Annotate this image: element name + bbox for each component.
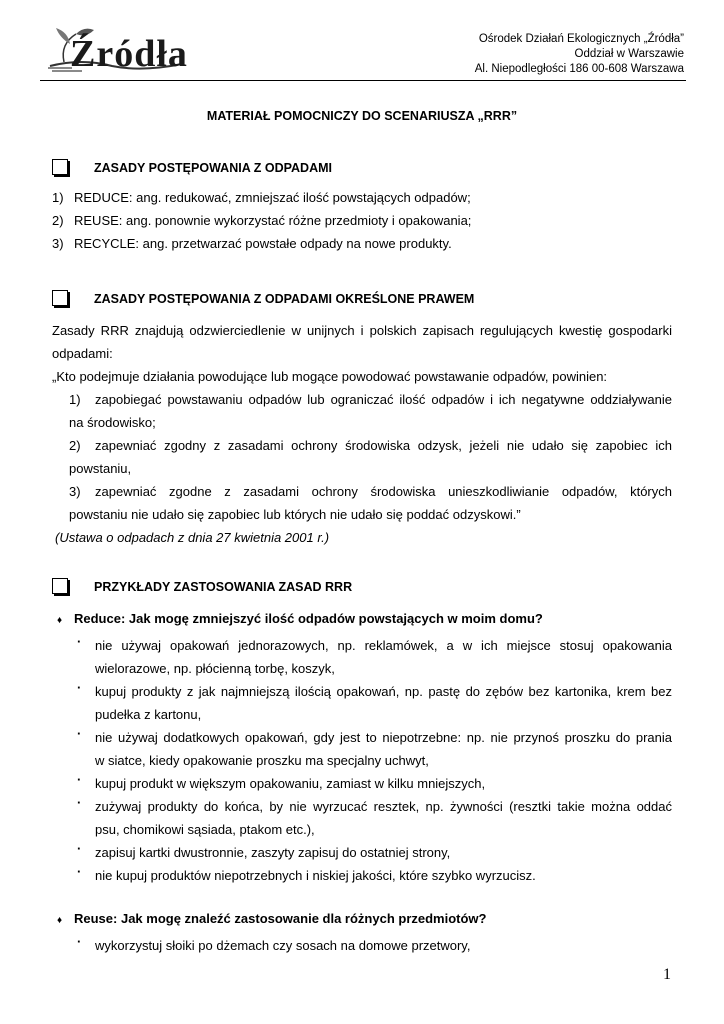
law-source: (Ustawa o odpadach z dnia 27 kwietnia 2001 r.) bbox=[55, 530, 330, 545]
bullet-icon: · bbox=[77, 841, 82, 856]
list-item: zapobiegać powstawaniu odpadów lub ograniczać ilość odpadów i ich negatywne oddziaływanie bbox=[95, 392, 672, 407]
list-item: zapewniać zgodny z zasadami ochrony środowiska odzysk, jeżeli nie udało się zapobiec ich bbox=[95, 438, 672, 453]
reduce-question: Reduce: Jak mogę zmniejszyć ilość odpadów powstających w moim domu? bbox=[74, 611, 543, 626]
bullet-icon: · bbox=[77, 934, 82, 949]
org-branch: Oddział w Warszawie bbox=[574, 48, 684, 60]
diamond-bullet-icon: ♦ bbox=[57, 615, 63, 626]
checkbox-icon bbox=[52, 159, 68, 175]
checkbox-icon bbox=[52, 290, 68, 306]
bullet-continuation: wielorazowe, np. płócienną torbę, koszyk, bbox=[95, 661, 335, 676]
page-number: 1 bbox=[663, 966, 671, 983]
organization-info bbox=[400, 32, 684, 77]
bullet-continuation: psu, chomikowi sąsiada, ptakom etc.), bbox=[95, 822, 315, 837]
paragraph-line: odpadami: bbox=[52, 346, 113, 361]
quote-intro: „Kto podejmuje działania powodujące lub mogące powodować powstawanie odpadów, powinien: bbox=[52, 369, 608, 384]
bullet-icon: · bbox=[77, 680, 82, 695]
bullet-icon: · bbox=[77, 726, 82, 741]
bullet-item: zużywaj produkty do końca, by nie wyrzucać resztek, np. żywności (resztki takie można oddać bbox=[95, 799, 672, 814]
bullet-icon: · bbox=[77, 634, 82, 649]
bullet-icon: · bbox=[77, 864, 82, 879]
reuse-question: Reuse: Jak mogę znaleźć zastosowanie dla różnych przedmiotów? bbox=[74, 911, 487, 926]
list-item-number: 3) bbox=[69, 484, 81, 499]
checkbox-icon bbox=[52, 578, 68, 594]
bullet-item: nie używaj dodatkowych opakowań, gdy jest to niepotrzebne: np. nie przynoś proszku do prania bbox=[95, 730, 672, 745]
bullet-continuation: w siatce, kiedy opakowanie proszku ma specjalny uchwyt, bbox=[95, 753, 429, 768]
bullet-icon: · bbox=[77, 772, 82, 787]
bullet-item: kupuj produkt w większym opakowaniu, zamiast w kilku mniejszych, bbox=[95, 776, 486, 791]
list-item-number: 1) bbox=[69, 392, 81, 407]
org-address: Al. Niepodległości 186 00-608 Warszawa bbox=[474, 63, 684, 75]
bullet-icon: · bbox=[77, 795, 82, 810]
bullet-item: nie używaj opakowań jednorazowych, np. reklamówek, a w ich miejsce stosuj opakowania bbox=[95, 638, 672, 653]
bullet-item: zapisuj kartki dwustronnie, zaszyty zapisuj do ostatniej strony, bbox=[95, 845, 451, 860]
bullet-continuation: pudełka z kartonu, bbox=[95, 707, 202, 722]
list-item-continuation: na środowisko; bbox=[69, 415, 156, 430]
list-item-continuation: powstaniu nie udało się zapobiec lub których nie udało się poddać odzyskowi.” bbox=[69, 507, 521, 522]
bullet-item: kupuj produkty z jak najmniejszą ilością opakowań, np. pastę do zębów bez kartonika, krem bez bbox=[95, 684, 672, 699]
document-title: MATERIAŁ POMOCNICZY DO SCENARIUSZA „RRR” bbox=[206, 109, 518, 123]
bullet-item: wykorzystuj słoiki po dżemach czy sosach na domowe przetwory, bbox=[95, 938, 471, 953]
logo-text: Źródła bbox=[70, 33, 188, 75]
logo bbox=[42, 22, 194, 74]
list-item: zapewniać zgodne z zasadami ochrony środowiska unieszkodliwianie odpadów, których bbox=[95, 484, 672, 499]
list-item-continuation: powstaniu, bbox=[69, 461, 132, 476]
paragraph-line: Zasady RRR znajdują odzwierciedlenie w unijnych i polskich zapisach regulujących kwestię gospodarki bbox=[52, 323, 672, 338]
org-name: Ośrodek Działań Ekologicznych „Źródła” bbox=[478, 33, 684, 45]
header-divider bbox=[40, 80, 686, 81]
diamond-bullet-icon: ♦ bbox=[57, 915, 63, 926]
list-item-number: 2) bbox=[69, 438, 81, 453]
bullet-item: nie kupuj produktów niepotrzebnych i niskiej jakości, które szybko wyrzucisz. bbox=[95, 868, 536, 883]
